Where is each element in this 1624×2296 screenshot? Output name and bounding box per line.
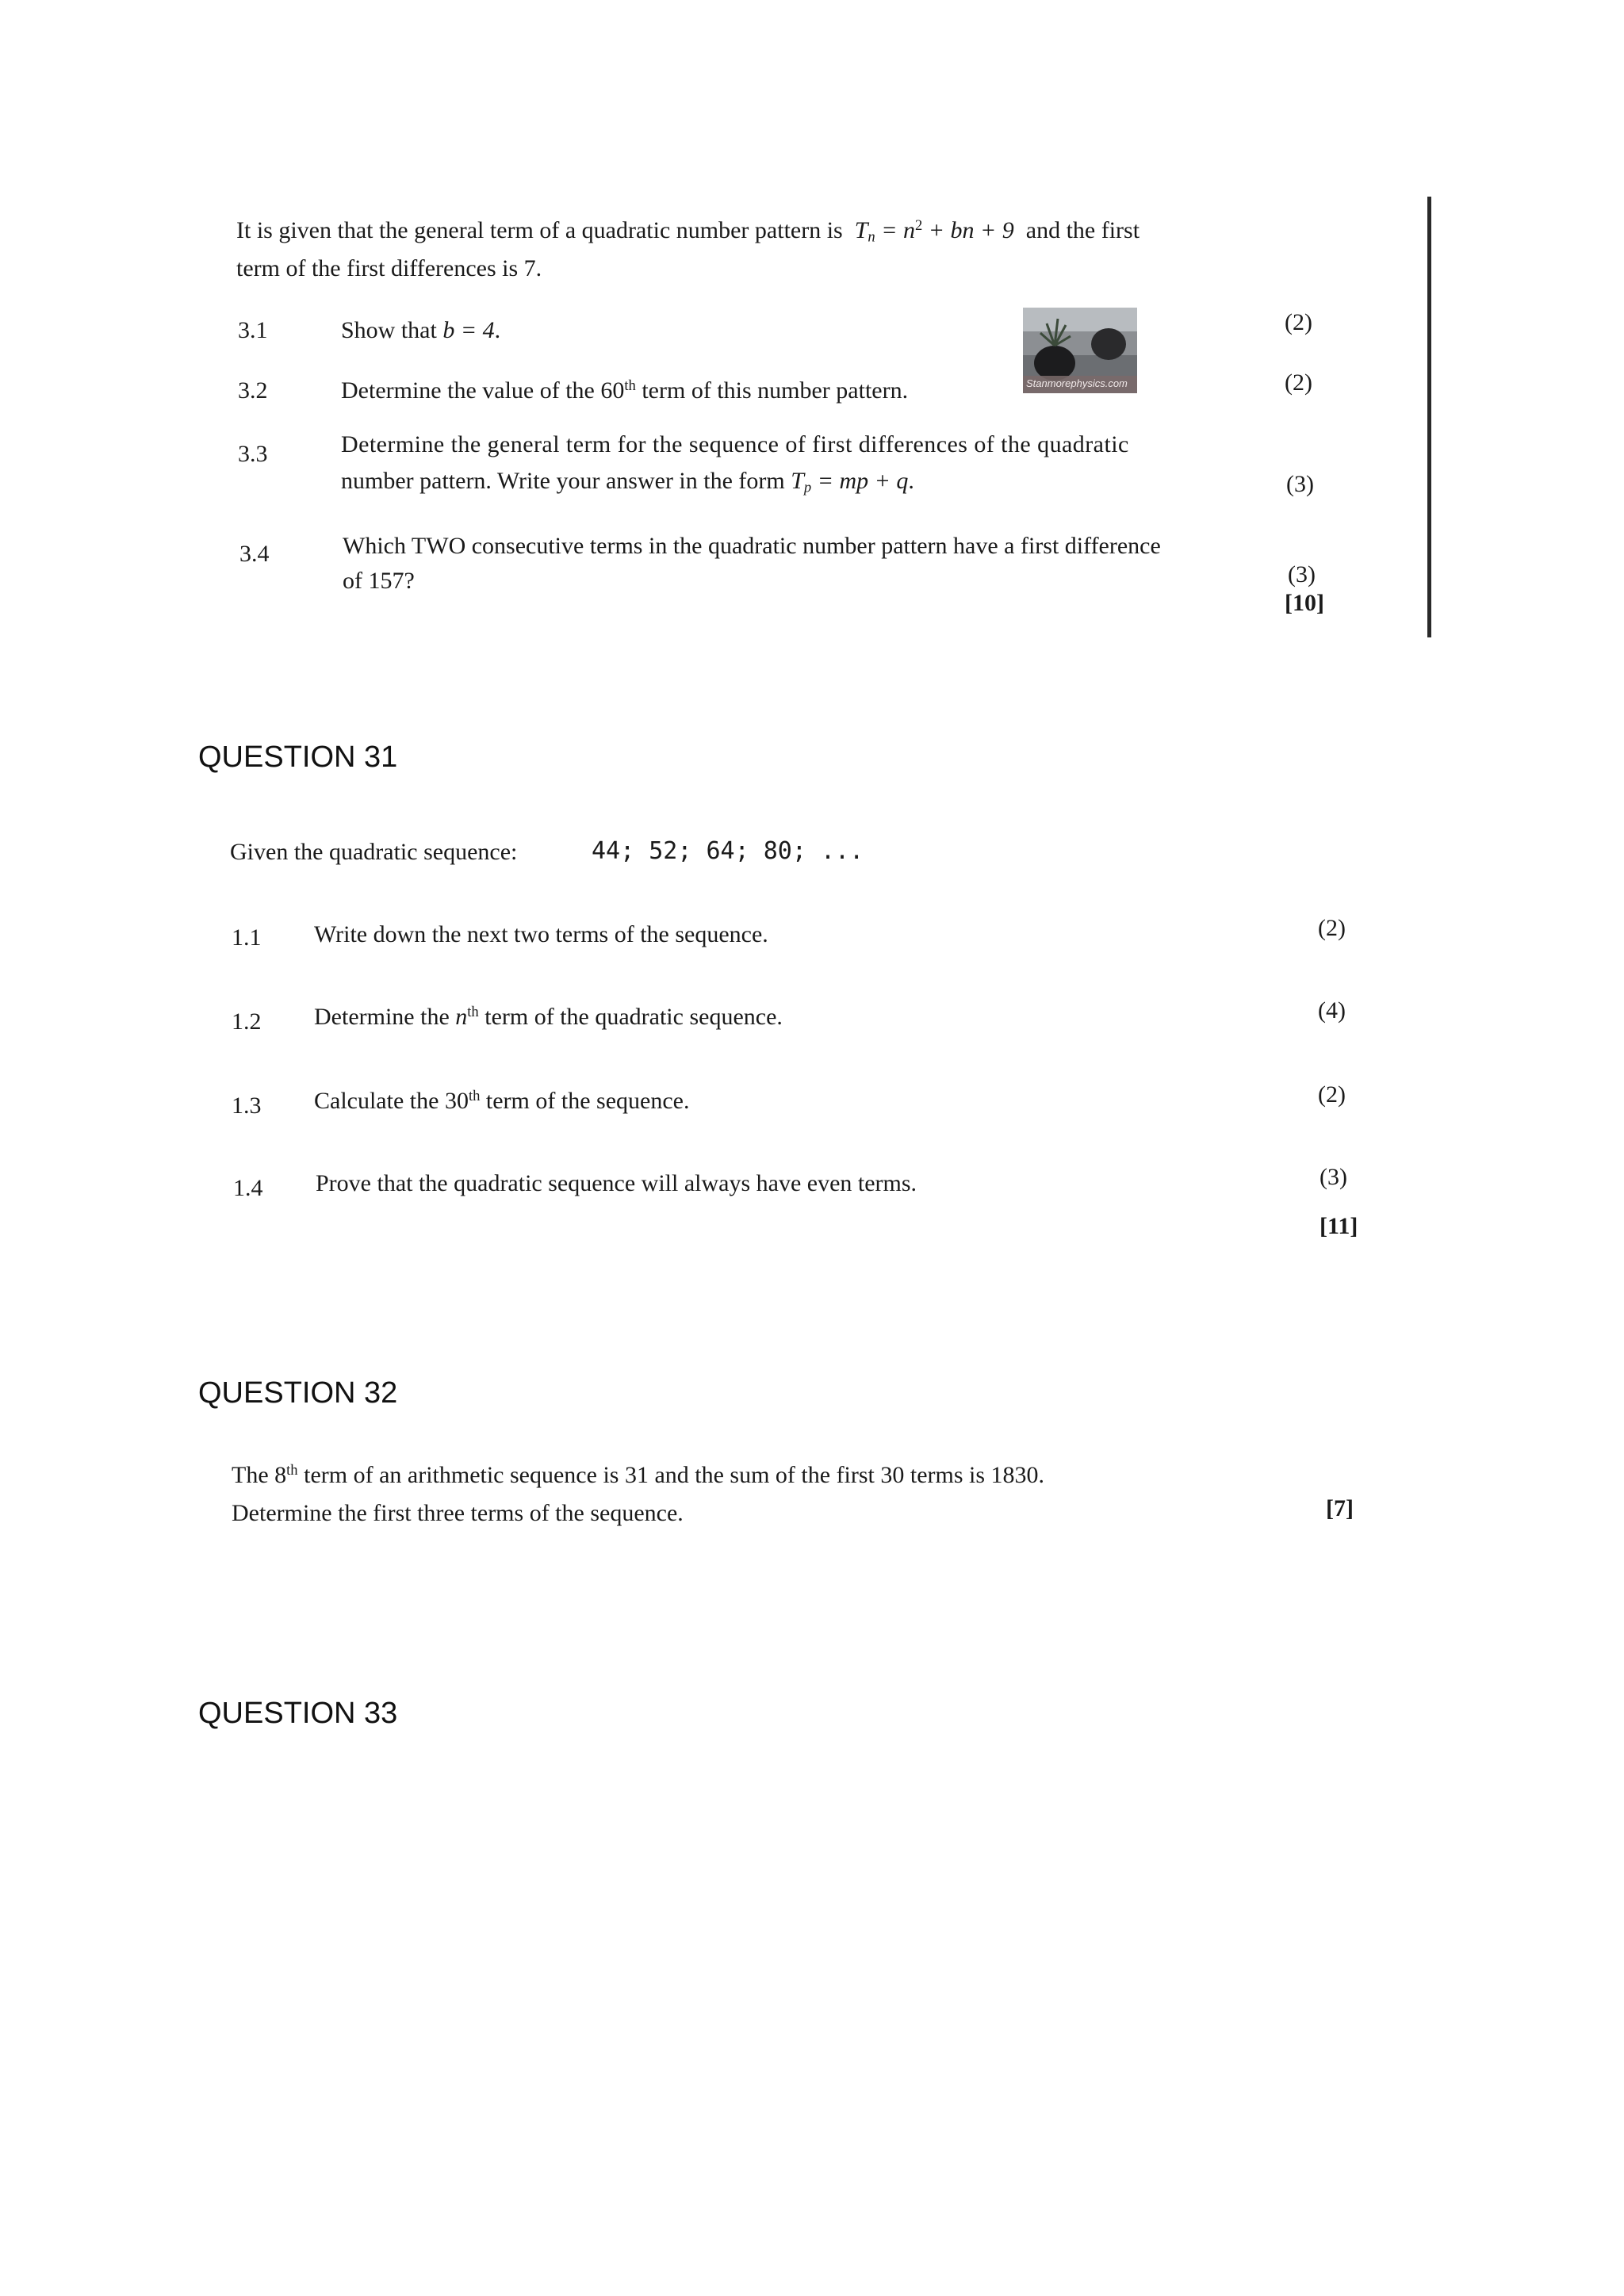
item-marks: (4) xyxy=(1318,997,1346,1024)
item-marks: (3) xyxy=(1288,561,1316,587)
intro-line-2: term of the first differences is 7. xyxy=(236,255,542,281)
item-number: 1.1 xyxy=(232,924,262,951)
item-text xyxy=(341,377,908,404)
question-text-line-1 xyxy=(232,1462,1044,1489)
given-label: Given the quadratic sequence: xyxy=(230,839,518,865)
item-text-post: term of the quadratic sequence. xyxy=(478,1004,783,1030)
item-text xyxy=(314,1004,783,1031)
item-text-pre: Determine the value of the xyxy=(341,377,601,404)
formula-rest: = mp + q xyxy=(811,468,909,494)
ordinal-suffix: th xyxy=(467,1003,479,1020)
item-marks: (2) xyxy=(1285,309,1312,335)
ordinal-suffix: th xyxy=(624,377,636,394)
item-text-pre: Calculate the xyxy=(314,1088,445,1114)
item-number: 1.3 xyxy=(232,1093,262,1119)
intro-text: It is given that the general term of a quadratic number pattern is xyxy=(236,217,843,243)
item-marks: (2) xyxy=(1285,369,1312,396)
question-total: [7] xyxy=(1326,1495,1354,1521)
item-marks: (2) xyxy=(1318,915,1346,941)
item-text-post: . xyxy=(494,317,501,343)
text-pre: The xyxy=(232,1462,275,1488)
decorative-photo xyxy=(1023,308,1137,393)
question-total: [11] xyxy=(1320,1213,1358,1239)
formula-T: T xyxy=(854,217,868,243)
item-text-line-2 xyxy=(341,468,914,495)
item-text-post: . xyxy=(908,468,914,494)
item-text: Prove that the quadratic sequence will always have even terms. xyxy=(316,1170,917,1196)
formula-T: T xyxy=(791,468,804,494)
margin-rule xyxy=(1427,197,1431,637)
item-text-line-1: Which TWO consecutive terms in the quadratic number pattern have a first difference xyxy=(343,533,1161,559)
item-text-post: term of this number pattern. xyxy=(635,377,909,404)
item-number: 1.4 xyxy=(233,1175,263,1201)
item-number: 3.1 xyxy=(238,317,268,343)
item-math: b = 4 xyxy=(442,317,495,343)
item-number: 3.2 xyxy=(238,377,268,404)
item-text-pre: number pattern. Write your answer in the form xyxy=(341,468,791,494)
item-text: Write down the next two terms of the sequence. xyxy=(314,921,768,947)
item-marks: (3) xyxy=(1320,1164,1347,1190)
intro-line-1 xyxy=(236,217,1139,244)
item-text-line-1: Determine the general term for the sequence of first differences of the quadratic xyxy=(341,431,1129,457)
question-text-line-2: Determine the first three terms of the sequence. xyxy=(232,1500,684,1526)
item-text-line-2: of 157? xyxy=(343,568,415,594)
ordinal-number: 30 xyxy=(444,1088,469,1114)
item-text-pre: Show that xyxy=(341,317,443,343)
question-heading: QUESTION 32 xyxy=(198,1376,398,1410)
ordinal-number: 60 xyxy=(600,377,625,404)
item-marks: (2) xyxy=(1318,1081,1346,1108)
watermark-text: Stanmorephysics.com xyxy=(1026,377,1128,389)
formula-rest: = n xyxy=(881,217,915,243)
item-number: 3.4 xyxy=(239,541,270,567)
formula-subscript: p xyxy=(803,479,812,496)
question-heading: QUESTION 31 xyxy=(198,740,398,774)
sequence-values: 44; 52; 64; 80; ... xyxy=(592,837,864,865)
item-number: 3.3 xyxy=(238,441,268,467)
item-marks: (3) xyxy=(1286,471,1314,497)
intro-text-end: and the first xyxy=(1025,217,1140,243)
text-post: term of an arithmetic sequence is 31 and the sum of the first 30 terms is 1830. xyxy=(297,1462,1045,1488)
question-total: [10] xyxy=(1285,590,1324,616)
item-number: 1.2 xyxy=(232,1008,262,1035)
item-text xyxy=(341,317,500,344)
formula-square: 2 xyxy=(914,216,923,234)
variable-n: n xyxy=(455,1004,468,1030)
formula-subscript: n xyxy=(868,228,875,246)
item-text-pre: Determine the xyxy=(314,1004,456,1030)
ordinal-suffix: th xyxy=(286,1461,298,1479)
item-text xyxy=(314,1088,689,1115)
ordinal-number: 8 xyxy=(274,1462,287,1488)
ordinal-suffix: th xyxy=(468,1087,481,1104)
formula-tail: + bn + 9 xyxy=(928,217,1014,243)
question-heading: QUESTION 33 xyxy=(198,1697,398,1730)
item-text-post: term of the sequence. xyxy=(480,1088,690,1114)
